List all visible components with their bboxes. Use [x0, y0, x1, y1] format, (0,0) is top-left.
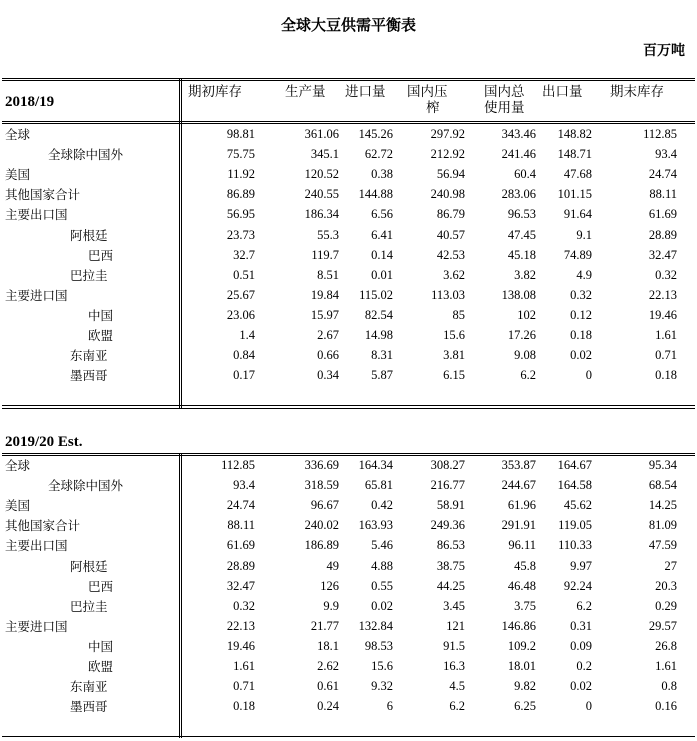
table-cell: 145.26 — [358, 127, 393, 141]
table-row — [0, 346, 697, 366]
table-cell: 6.15 — [443, 368, 465, 383]
table-cell: 82.54 — [364, 307, 393, 322]
table-cell: 18.1 — [317, 638, 339, 653]
section-label-2018-19: 2018/19 — [5, 94, 55, 110]
table-cell: 0.02 — [570, 679, 592, 694]
col-header-ending-stock: 期末库存 — [610, 84, 664, 100]
table-cell: 0.18 — [655, 368, 677, 383]
col-header-exports: 出口量 — [542, 84, 583, 100]
row-label: 全球 — [5, 127, 31, 142]
table-cell: 85 — [452, 307, 465, 322]
table-row — [0, 226, 697, 246]
table-cell: 9.97 — [570, 558, 592, 573]
table-cell: 86.79 — [436, 207, 465, 222]
unit-label: 百万吨 — [643, 43, 685, 59]
table-row — [0, 125, 697, 145]
row-label: 巴拉圭 — [70, 267, 108, 283]
table-row — [0, 536, 697, 556]
table-cell: 15.6 — [443, 328, 465, 342]
table-cell: 291.91 — [501, 518, 536, 533]
table-cell: 62.72 — [364, 147, 393, 162]
table-cell: 61.69 — [226, 538, 255, 553]
table-row — [0, 557, 697, 577]
table-cell: 86.53 — [436, 538, 465, 553]
row-label: 主要进口国 — [5, 618, 68, 634]
table-cell: 0.71 — [233, 679, 255, 694]
table-cell: 93.4 — [655, 147, 677, 162]
table-cell: 68.54 — [648, 478, 677, 493]
table-cell: 240.02 — [304, 518, 339, 533]
table-row — [0, 677, 697, 697]
table-cell: 95.34 — [648, 458, 677, 472]
table-cell: 32.47 — [226, 578, 255, 593]
table-cell: 0.02 — [570, 348, 592, 363]
table-cell: 4.88 — [371, 558, 393, 573]
row-label: 主要进口国 — [5, 287, 68, 303]
table-cell: 8.31 — [371, 348, 393, 363]
table-cell: 15.97 — [310, 307, 339, 322]
table-cell: 24.74 — [648, 167, 677, 182]
table-cell: 186.34 — [304, 207, 339, 222]
table-cell: 164.34 — [358, 458, 393, 472]
row-label: 欧盟 — [88, 659, 114, 674]
table-row — [0, 145, 697, 165]
table-row — [0, 286, 697, 306]
table-cell: 0.42 — [371, 498, 393, 513]
table-cell: 1.61 — [655, 659, 677, 673]
col-header-crush — [407, 84, 448, 116]
table-cell: 216.77 — [430, 478, 465, 493]
table-cell: 336.69 — [304, 458, 339, 472]
table-cell: 110.33 — [558, 538, 592, 553]
table-row — [0, 366, 697, 386]
row-label: 全球 — [5, 458, 31, 473]
table-cell: 88.11 — [649, 187, 677, 202]
table-cell: 1.61 — [655, 328, 677, 342]
table-cell: 0.12 — [570, 307, 592, 322]
table-row — [0, 306, 697, 326]
table-cell: 47.59 — [648, 538, 677, 553]
table-row — [0, 326, 697, 346]
section1-bottom-rule-b — [2, 408, 695, 409]
table-cell: 44.25 — [436, 578, 465, 593]
table-cell: 0.17 — [233, 368, 255, 383]
table-row — [0, 637, 697, 657]
table-cell: 361.06 — [304, 127, 339, 141]
table-row — [0, 456, 697, 476]
table-cell: 148.82 — [557, 127, 592, 141]
table-cell: 308.27 — [430, 458, 465, 472]
table-cell: 61.96 — [507, 498, 536, 513]
table-row — [0, 185, 697, 205]
table-cell: 1.4 — [239, 328, 255, 342]
table-cell: 96.67 — [310, 498, 339, 513]
table-cell: 20.3 — [655, 578, 677, 593]
table-cell: 6.41 — [371, 227, 393, 242]
row-label: 巴西 — [88, 247, 114, 263]
table-cell: 4.9 — [576, 267, 592, 282]
table-row — [0, 657, 697, 677]
table-cell: 23.73 — [226, 227, 255, 242]
table-cell: 353.87 — [501, 458, 536, 472]
table-cell: 88.11 — [227, 518, 255, 533]
table-cell: 164.67 — [557, 458, 592, 472]
table-cell: 21.77 — [310, 618, 339, 633]
table-cell: 29.57 — [648, 618, 677, 633]
table-cell: 146.86 — [501, 618, 536, 633]
table-cell: 119.05 — [558, 518, 592, 533]
table-cell: 0.66 — [317, 348, 339, 363]
table-cell: 19.46 — [226, 638, 255, 653]
table-cell: 120.52 — [304, 167, 339, 182]
table-cell: 32.47 — [648, 247, 677, 262]
table-cell: 15.6 — [371, 659, 393, 673]
table-cell: 6.56 — [371, 207, 393, 222]
table-cell: 6.2 — [520, 368, 536, 383]
row-label: 中国 — [88, 638, 114, 654]
table-cell: 3.75 — [514, 598, 536, 613]
table-cell: 109.2 — [507, 638, 536, 653]
table-cell: 14.98 — [364, 328, 393, 342]
table-cell: 25.67 — [226, 287, 255, 302]
table-cell: 49 — [326, 558, 339, 573]
table-cell: 18.01 — [507, 659, 536, 673]
table-cell: 58.91 — [436, 498, 465, 513]
table-cell: 74.89 — [563, 247, 592, 262]
table-cell: 112.85 — [221, 458, 255, 472]
table-cell: 46.48 — [507, 578, 536, 593]
table-cell: 0.2 — [576, 659, 592, 673]
table-cell: 112.85 — [643, 127, 677, 141]
table-cell: 0.31 — [570, 618, 592, 633]
table-cell: 163.93 — [358, 518, 393, 533]
table-cell: 241.46 — [501, 147, 536, 162]
table-cell: 86.89 — [226, 187, 255, 202]
table-cell: 5.87 — [371, 368, 393, 383]
row-label: 阿根廷 — [70, 227, 108, 243]
table-cell: 113.03 — [431, 287, 465, 302]
table-cell: 0.32 — [233, 598, 255, 613]
table-cell: 96.53 — [507, 207, 536, 222]
table-cell: 81.09 — [648, 518, 677, 533]
table-cell: 148.71 — [557, 147, 592, 162]
table-cell: 343.46 — [501, 127, 536, 141]
table-cell: 249.36 — [430, 518, 465, 533]
table-cell: 283.06 — [501, 187, 536, 202]
table-cell: 47.68 — [563, 167, 592, 182]
table-cell: 2.67 — [317, 328, 339, 342]
table-cell: 91.64 — [563, 207, 592, 222]
table-cell: 32.7 — [233, 247, 255, 262]
table-cell: 16.3 — [443, 659, 465, 673]
table-cell: 0.16 — [655, 699, 677, 714]
table-row — [0, 165, 697, 185]
table-cell: 40.57 — [436, 227, 465, 242]
table-cell: 0 — [585, 699, 592, 714]
table-cell: 6.2 — [576, 598, 592, 613]
section1-bottom-rule-a — [2, 405, 695, 406]
table-cell: 4.5 — [449, 679, 465, 694]
table-cell: 0.18 — [233, 699, 255, 714]
table-cell: 92.24 — [563, 578, 592, 593]
table-cell: 56.95 — [226, 207, 255, 222]
table-cell: 17.26 — [507, 328, 536, 342]
row-label: 东南亚 — [70, 348, 108, 364]
table-cell: 5.46 — [371, 538, 393, 553]
table-cell: 11.92 — [227, 167, 255, 182]
table-cell: 126 — [320, 578, 339, 593]
table-cell: 19.84 — [310, 287, 339, 302]
table-cell: 22.13 — [648, 287, 677, 302]
table-cell: 144.88 — [358, 187, 393, 202]
table-row — [0, 617, 697, 637]
table-cell: 240.98 — [430, 187, 465, 202]
table-cell: 0.32 — [570, 287, 592, 302]
row-label: 全球除中国外 — [48, 478, 124, 494]
table-cell: 318.59 — [304, 478, 339, 493]
table-cell: 38.75 — [436, 558, 465, 573]
section2-bottom-rule — [2, 736, 695, 737]
table-cell: 6.25 — [514, 699, 536, 714]
table-cell: 121 — [446, 618, 465, 633]
table-cell: 42.53 — [436, 247, 465, 262]
table-cell: 23.06 — [226, 307, 255, 322]
table-row — [0, 577, 697, 597]
table-cell: 96.11 — [508, 538, 536, 553]
table-cell: 28.89 — [648, 227, 677, 242]
table-cell: 45.18 — [507, 247, 536, 262]
table-cell: 60.4 — [514, 167, 536, 182]
row-label: 中国 — [88, 307, 114, 323]
table-cell: 0.29 — [655, 598, 677, 613]
table-cell: 47.45 — [507, 227, 536, 242]
row-label: 巴拉圭 — [70, 598, 108, 614]
table-cell: 212.92 — [430, 147, 465, 162]
table-cell: 115.02 — [359, 287, 393, 302]
table-cell: 14.25 — [648, 498, 677, 513]
row-label: 巴西 — [88, 578, 114, 594]
table-cell: 27 — [664, 558, 677, 573]
table-cell: 0.55 — [371, 578, 393, 593]
table-cell: 65.81 — [364, 478, 393, 493]
table-cell: 1.61 — [233, 659, 255, 673]
table-cell: 0.02 — [371, 598, 393, 613]
table-cell: 0.71 — [655, 348, 677, 363]
row-label: 阿根廷 — [70, 558, 108, 574]
table-title: 全球大豆供需平衡表 — [280, 16, 416, 34]
table-cell: 0.24 — [317, 699, 339, 714]
table-row — [0, 597, 697, 617]
table-cell: 98.81 — [226, 127, 255, 141]
col-header-crush-line2: 榨 — [426, 100, 440, 116]
table-row — [0, 697, 697, 717]
table-cell: 9.08 — [514, 348, 536, 363]
table-cell: 101.15 — [557, 187, 592, 202]
row-label: 全球除中国外 — [48, 147, 124, 163]
table-cell: 138.08 — [501, 287, 536, 302]
table-cell: 0.8 — [661, 679, 677, 694]
row-label: 美国 — [5, 498, 31, 514]
table-row — [0, 516, 697, 536]
table-cell: 28.89 — [226, 558, 255, 573]
table-cell: 0.61 — [317, 679, 339, 694]
table-cell: 0.84 — [233, 348, 255, 363]
table-cell: 22.13 — [226, 618, 255, 633]
table-cell: 0.38 — [371, 167, 393, 182]
table-cell: 45.62 — [563, 498, 592, 513]
table-cell: 9.9 — [323, 598, 339, 613]
table-cell: 98.53 — [364, 638, 393, 653]
table-row — [0, 205, 697, 225]
section-label-2019-20: 2019/20 Est. — [5, 434, 83, 450]
table-cell: 345.1 — [310, 147, 339, 162]
col-header-crush-line1: 国内压 — [407, 84, 448, 100]
table-cell: 0.14 — [371, 247, 393, 262]
table-cell: 91.5 — [443, 638, 465, 653]
row-label: 其他国家合计 — [5, 518, 81, 534]
table-cell: 102 — [517, 307, 536, 322]
col-header-total-use — [484, 84, 525, 116]
row-label: 主要出口国 — [5, 207, 68, 223]
row-label: 欧盟 — [88, 328, 114, 343]
table-cell: 9.1 — [576, 227, 592, 242]
col-header-opening-stock: 期初库存 — [188, 84, 242, 100]
table-cell: 24.74 — [226, 498, 255, 513]
table-cell: 240.55 — [304, 187, 339, 202]
row-label: 其他国家合计 — [5, 187, 81, 203]
row-label: 主要出口国 — [5, 538, 68, 554]
table-cell: 244.67 — [501, 478, 536, 493]
table-row — [0, 476, 697, 496]
table-cell: 0.01 — [371, 267, 393, 282]
col-header-imports: 进口量 — [345, 84, 386, 100]
row-label: 美国 — [5, 167, 31, 183]
table-cell: 56.94 — [436, 167, 465, 182]
table-cell: 297.92 — [430, 127, 465, 141]
table-cell: 119.7 — [311, 247, 339, 262]
table-cell: 2.62 — [317, 659, 339, 673]
table-cell: 61.69 — [648, 207, 677, 222]
table-cell: 3.81 — [443, 348, 465, 363]
table-cell: 93.4 — [233, 478, 255, 493]
table-cell: 55.3 — [317, 227, 339, 242]
col-header-production: 生产量 — [285, 84, 326, 100]
table-cell: 164.58 — [557, 478, 592, 493]
row-label: 墨西哥 — [70, 368, 108, 384]
table-row — [0, 246, 697, 266]
table-row — [0, 496, 697, 516]
table-cell: 0.09 — [570, 638, 592, 653]
table-cell: 0.34 — [317, 368, 339, 383]
table-cell: 0.18 — [570, 328, 592, 342]
table-cell: 26.8 — [655, 638, 677, 653]
table-cell: 0 — [585, 368, 592, 383]
table-cell: 75.75 — [226, 147, 255, 162]
table-cell: 19.46 — [648, 307, 677, 322]
table-cell: 9.82 — [514, 679, 536, 694]
table-cell: 3.62 — [443, 267, 465, 282]
table-cell: 0.32 — [655, 267, 677, 282]
table-cell: 132.84 — [358, 618, 393, 633]
table-row — [0, 266, 697, 286]
table-cell: 45.8 — [514, 558, 536, 573]
col-header-total-use-line2: 使用量 — [484, 100, 525, 116]
table-cell: 9.32 — [371, 679, 393, 694]
row-label: 东南亚 — [70, 679, 108, 695]
table-cell: 0.51 — [233, 267, 255, 282]
row-label: 墨西哥 — [70, 699, 108, 715]
table-cell: 6.2 — [449, 699, 465, 714]
col-header-total-use-line1: 国内总 — [484, 84, 525, 100]
table-cell: 8.51 — [317, 267, 339, 282]
table-cell: 186.89 — [304, 538, 339, 553]
table-cell: 6 — [386, 699, 393, 714]
table-cell: 3.45 — [443, 598, 465, 613]
table-cell: 3.82 — [514, 267, 536, 282]
